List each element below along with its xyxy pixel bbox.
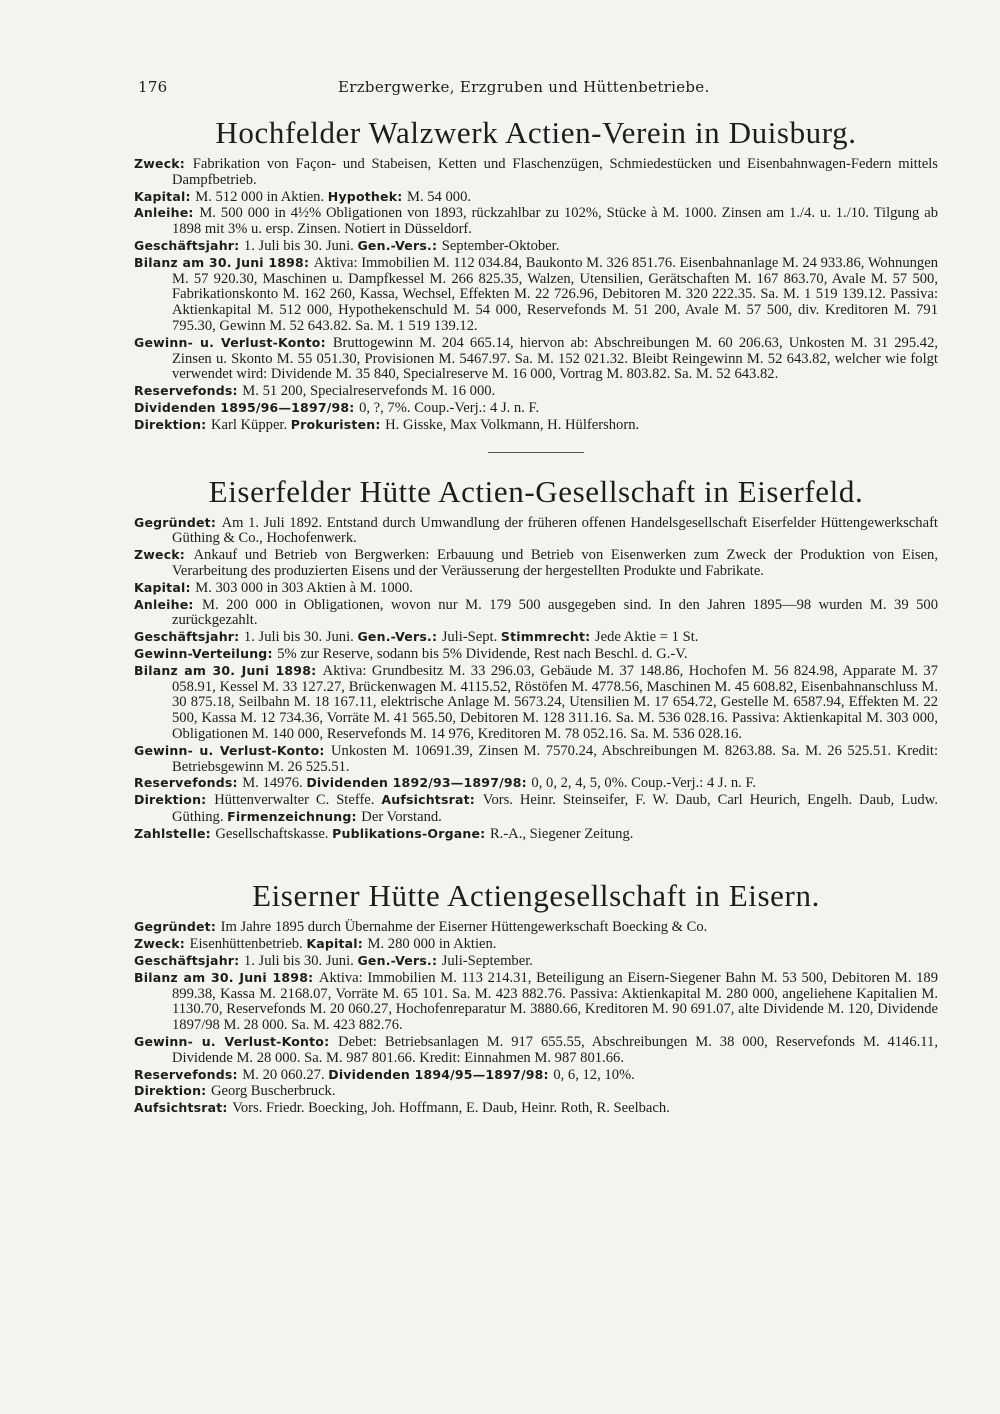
entry-label: Publikations-Organe: bbox=[332, 825, 486, 841]
entry-paragraph bbox=[134, 515, 938, 548]
entry-paragraph bbox=[134, 597, 938, 630]
entry-text: Debet: Betriebsanlagen M. 917 655.55, Abschreibungen M. 38 000, Reservefonds M. 4146.11, Dividende M. 28 000. Sa. M. 987 801.66. Kredit: Einnahmen M. 987 801.66. bbox=[172, 1034, 938, 1066]
company-section bbox=[134, 116, 938, 434]
entry-text: Fabrikation von Façon- und Stabeisen, Ketten und Flaschenzügen, Schmiedestücken und Eisenbahnwagen-Federn mittels Dampfbetrieb. bbox=[172, 156, 938, 188]
entry-text: M. 512 000 in Aktien. bbox=[195, 188, 325, 205]
entry-text: Coup.-Verj.: 4 J. n. F. bbox=[414, 399, 540, 416]
entry-paragraph bbox=[134, 629, 938, 646]
entry-label: Zweck: bbox=[134, 936, 186, 952]
entry-text: 1. Juli bis 30. Juni. bbox=[243, 629, 354, 646]
entry-label: Anleihe: bbox=[134, 205, 194, 221]
entry-text: 0, 6, 12, 10%. bbox=[553, 1066, 635, 1083]
entry-label: Hypothek: bbox=[327, 188, 403, 204]
entry-text: M. 51 200, Specialreservefonds M. 16 000. bbox=[242, 383, 496, 400]
entry-label: Direktion: bbox=[134, 416, 207, 432]
entry-label: Dividenden 1892/93—1897/98: bbox=[306, 775, 527, 791]
entry-text: M. 20 060.27. bbox=[242, 1066, 325, 1083]
entry-text: Im Jahre 1895 durch Übernahme der Eiserner Hüttengewerkschaft Boecking & Co. bbox=[220, 919, 708, 936]
entry-label: Reservefonds: bbox=[134, 383, 238, 399]
entry-label: Gegründet: bbox=[134, 919, 217, 935]
entry-text: 0, ?, 7%. bbox=[359, 399, 411, 416]
entry-paragraph bbox=[134, 417, 938, 434]
entry-paragraph bbox=[134, 205, 938, 238]
entry-paragraph bbox=[134, 826, 938, 843]
entry-text: M. 303 000 in 303 Aktien à M. 1000. bbox=[195, 579, 413, 596]
entry-text: Juli-Sept. bbox=[441, 629, 498, 646]
entry-paragraph bbox=[134, 400, 938, 417]
entry-label: Reservefonds: bbox=[134, 775, 238, 791]
entry-paragraph bbox=[134, 970, 938, 1034]
entry-text: M. 200 000 in Obligationen, wovon nur M. 179 500 ausgegeben sind. In den Jahren 1895—98 wurden M. 39 500 zurückgezahlt. bbox=[172, 596, 938, 629]
entry-paragraph bbox=[134, 383, 938, 400]
entry-label: Direktion: bbox=[134, 792, 207, 808]
entry-text: Gesellschaftskasse. bbox=[215, 825, 329, 842]
entry-label: Bilanz am 30. Juni 1898: bbox=[134, 969, 314, 985]
entry-label: Kapital: bbox=[134, 188, 191, 204]
entry-paragraph bbox=[134, 743, 938, 776]
entry-label: Aufsichtsrat: bbox=[381, 792, 475, 808]
entry-paragraph bbox=[134, 156, 938, 189]
entry-text: Jede Aktie = 1 St. bbox=[594, 629, 699, 646]
entry-paragraph bbox=[134, 189, 938, 206]
entry-label: Geschäftsjahr: bbox=[134, 953, 240, 969]
entry-text: Der Vorstand. bbox=[361, 808, 442, 825]
entry-label: Firmenzeichnung: bbox=[227, 808, 357, 824]
entry-text: Georg Buscherbruck. bbox=[210, 1083, 336, 1100]
entry-text: Vors. Friedr. Boecking, Joh. Hoffmann, E. Daub, Heinr. Roth, R. Seelbach. bbox=[232, 1100, 670, 1117]
entry-label: Gewinn- u. Verlust-Konto: bbox=[134, 334, 326, 350]
entry-paragraph bbox=[134, 1100, 938, 1117]
entry-text: R.-A., Siegener Zeitung. bbox=[489, 825, 634, 842]
entry-text: Unkosten M. 10691.39, Zinsen M. 7570.24, Abschreibungen M. 8263.88. Sa. M. 26 525.51. Kredit: Betriebsgewinn M. 26 525.51. bbox=[172, 742, 939, 775]
entry-paragraph bbox=[134, 775, 938, 792]
entry-text: Vors. Heinr. Steinseifer, F. W. Daub, Carl Heurich, Engelh. Daub, Ludw. Güthing. bbox=[172, 792, 938, 825]
entry-label: Aufsichtsrat: bbox=[134, 1100, 228, 1116]
entry-text: 0, 0, 2, 4, 5, 0%. Coup.-Verj.: 4 J. n. F. bbox=[531, 775, 757, 792]
company-section bbox=[134, 879, 938, 1117]
entry-label: Zweck: bbox=[134, 547, 186, 563]
entry-paragraph bbox=[134, 1083, 938, 1100]
entry-label: Direktion: bbox=[134, 1083, 207, 1099]
entry-label: Geschäftsjahr: bbox=[134, 629, 240, 645]
entry-text: Bruttogewinn M. 204 665.14, hiervon ab: Abschreibungen M. 60 206.63, Unkosten M. 31 295.42, Zinsen u. Skonto M. 55 051.30, Provisionen M. 5467.97. Sa. M. 152 021.32. Bleibt Reingewinn M. 52 643.82, welcher wie folgt verwendet wird: Dividende M. 35 840, Specialreserve M. 16 000, Vortrag M. 803.82. Sa. M. 52 643.82. bbox=[172, 334, 939, 383]
entry-text: Juli-September. bbox=[441, 953, 533, 970]
entry-text: September-Oktober. bbox=[441, 237, 560, 254]
entry-text: Hüttenverwalter C. Steffe. bbox=[214, 792, 375, 809]
page-number: 176 bbox=[138, 78, 168, 96]
company-list bbox=[134, 116, 938, 1117]
company-section bbox=[134, 475, 938, 843]
entry-paragraph bbox=[134, 663, 938, 743]
entry-text: M. 280 000 in Aktien. bbox=[367, 936, 497, 953]
running-title: Erzbergwerke, Erzgruben und Hüttenbetriebe. bbox=[338, 78, 710, 96]
entry-text: H. Gisske, Max Volkmann, H. Hülfershorn. bbox=[385, 416, 640, 433]
entry-label: Prokuristen: bbox=[290, 416, 381, 432]
entry-paragraph bbox=[134, 919, 938, 936]
entry-paragraph bbox=[134, 953, 938, 970]
entry-paragraph bbox=[134, 792, 938, 826]
entry-label: Anleihe: bbox=[134, 596, 194, 612]
entry-text: 5% zur Reserve, sodann bis 5% Dividende, Rest nach Beschl. d. G.-V. bbox=[277, 645, 688, 662]
entry-label: Gewinn-Verteilung: bbox=[134, 645, 273, 661]
entry-label: Gewinn- u. Verlust-Konto: bbox=[134, 742, 325, 758]
entry-text: Aktiva: Immobilien M. 113 214.31, Beteiligung an Eisern-Siegener Bahn M. 53 500, Debitoren M. 189 899.38, Kassa M. 2168.07, Vorräte M. 65 101. Sa. M. 423 882.76. Passiva: Aktienkapital M. 280 000, angeliehene Kapitalien M. 1130.70, Reservefonds M. 20 060.27, Hochofenreparatur M. 3880.66, Kreditoren M. 90 691.07, alte Dividende M. 120, Dividende 1897/98 M. 28 000. Sa. M. 423 882.76. bbox=[172, 969, 938, 1034]
entry-label: Bilanz am 30. Juni 1898: bbox=[134, 254, 310, 270]
entry-paragraph bbox=[134, 580, 938, 597]
entry-label: Kapital: bbox=[306, 936, 363, 952]
entry-paragraph bbox=[134, 646, 938, 663]
company-title: Eiserner Hütte Actiengesellschaft in Eisern. bbox=[252, 878, 820, 914]
entry-label: Kapital: bbox=[134, 579, 191, 595]
entry-label: Dividenden 1894/95—1897/98: bbox=[328, 1066, 549, 1082]
entry-paragraph bbox=[134, 936, 938, 953]
entry-paragraph bbox=[134, 335, 938, 383]
entry-paragraph bbox=[134, 1034, 938, 1067]
entry-label: Gegründet: bbox=[134, 514, 217, 530]
entry-label: Zahlstelle: bbox=[134, 825, 211, 841]
entry-label: Gen.-Vers.: bbox=[357, 629, 438, 645]
entry-label: Reservefonds: bbox=[134, 1066, 238, 1082]
page-header bbox=[138, 78, 938, 96]
entry-label: Stimmrecht: bbox=[500, 629, 591, 645]
entry-paragraph bbox=[134, 1067, 938, 1084]
entry-paragraph bbox=[134, 547, 938, 580]
entry-text: Eisenhüttenbetrieb. bbox=[189, 936, 303, 953]
company-title: Eiserfelder Hütte Actien-Gesellschaft in Eiserfeld. bbox=[208, 473, 864, 509]
entry-text: 1. Juli bis 30. Juni. bbox=[243, 953, 354, 970]
entry-text: M. 14976. bbox=[242, 775, 303, 792]
entry-label: Geschäftsjahr: bbox=[134, 237, 240, 253]
entry-label: Gen.-Vers.: bbox=[357, 237, 438, 253]
entry-text: Karl Küpper. bbox=[210, 416, 288, 433]
entry-text: Ankauf und Betrieb von Bergwerken: Erbauung und Betrieb von Eisenwerken zum Zweck der Produktion von Eisen, Verarbeitung des produzierten Eisens und der Veräusserung der hergestellten Produkte und Fabrikate. bbox=[172, 547, 938, 579]
entry-text: Aktiva: Grundbesitz M. 33 296.03, Gebäude M. 37 148.86, Hochofen M. 56 824.98, Apparate M. 37 058.91, Kessel M. 33 127.27, Brückenwagen M. 4115.52, Röstöfen M. 4778.56, Maschinen M. 45 608.82, Eisenbahnanschluss M. 30 875.18, Seilbahn M. 18 167.11, elektrische Anlage M. 5673.24, Utensilien M. 17 654.72, Gestelle M. 6587.94, Effekten M. 22 500, Kassa M. 12 734.36, Vorräte M. 41 565.50, Debitoren M. 128 311.16. Sa. M. 536 028.16. Passiva: Aktienkapital M. 303 000, Obligationen M. 140 000, Reservefonds M. 14 976, Kreditoren M. 78 052.16. Sa. M. 536 028.16. bbox=[172, 662, 938, 742]
entry-text: 1. Juli bis 30. Juni. bbox=[243, 237, 354, 254]
entry-label: Bilanz am 30. Juni 1898: bbox=[134, 662, 317, 678]
entry-text: Aktiva: Immobilien M. 112 034.84, Baukonto M. 326 851.76. Eisenbahnanlage M. 24 933.86, Wohnungen M. 57 920.30, Maschinen u. Dampfkessel M. 266 825.35, Walzen, Utensilien, Gerätschaften M. 167 863.70, Avale M. 57 500, Fabrikationskonto M. 162 260, Kassa, Wechsel, Effekten M. 22 726.96, Debitoren M. 320 222.35. Sa. M. 1 519 139.12. Passiva: Aktienkapital M. 512 000, Hypothekenschuld M. 54 000, Reservefonds M. 51 200, Avale M. 57 500, div. Kreditoren M. 791 795.30, Gewinn M. 52 643.82. Sa. M. 1 519 139.12. bbox=[172, 254, 938, 334]
company-title: Hochfelder Walzwerk Actien-Verein in Duisburg. bbox=[215, 115, 857, 150]
entry-text: Am 1. Juli 1892. Entstand durch Umwandlung der früheren offenen Handelsgesellschaft Eiserfelder Hüttengewerkschaft Güthing & Co., Hochofenwerk. bbox=[172, 514, 938, 547]
entry-label: Dividenden 1895/96—1897/98: bbox=[134, 399, 355, 415]
entry-paragraph bbox=[134, 238, 938, 255]
entry-paragraph bbox=[134, 255, 938, 335]
entry-label: Zweck: bbox=[134, 156, 186, 171]
entry-label: Gen.-Vers.: bbox=[357, 953, 438, 969]
entry-text: M. 500 000 in 4½% Obligationen von 1893, rückzahlbar zu 102%, Stücke à M. 1000. Zinsen am 1./4. u. 1./10. Tilgung ab 1898 mit 3% u. ersp. Zinsen. Notiert in Düsseldorf. bbox=[172, 205, 938, 238]
entry-text: M. 54 000. bbox=[406, 188, 472, 205]
section-divider bbox=[488, 452, 584, 453]
entry-label: Gewinn- u. Verlust-Konto: bbox=[134, 1034, 330, 1050]
